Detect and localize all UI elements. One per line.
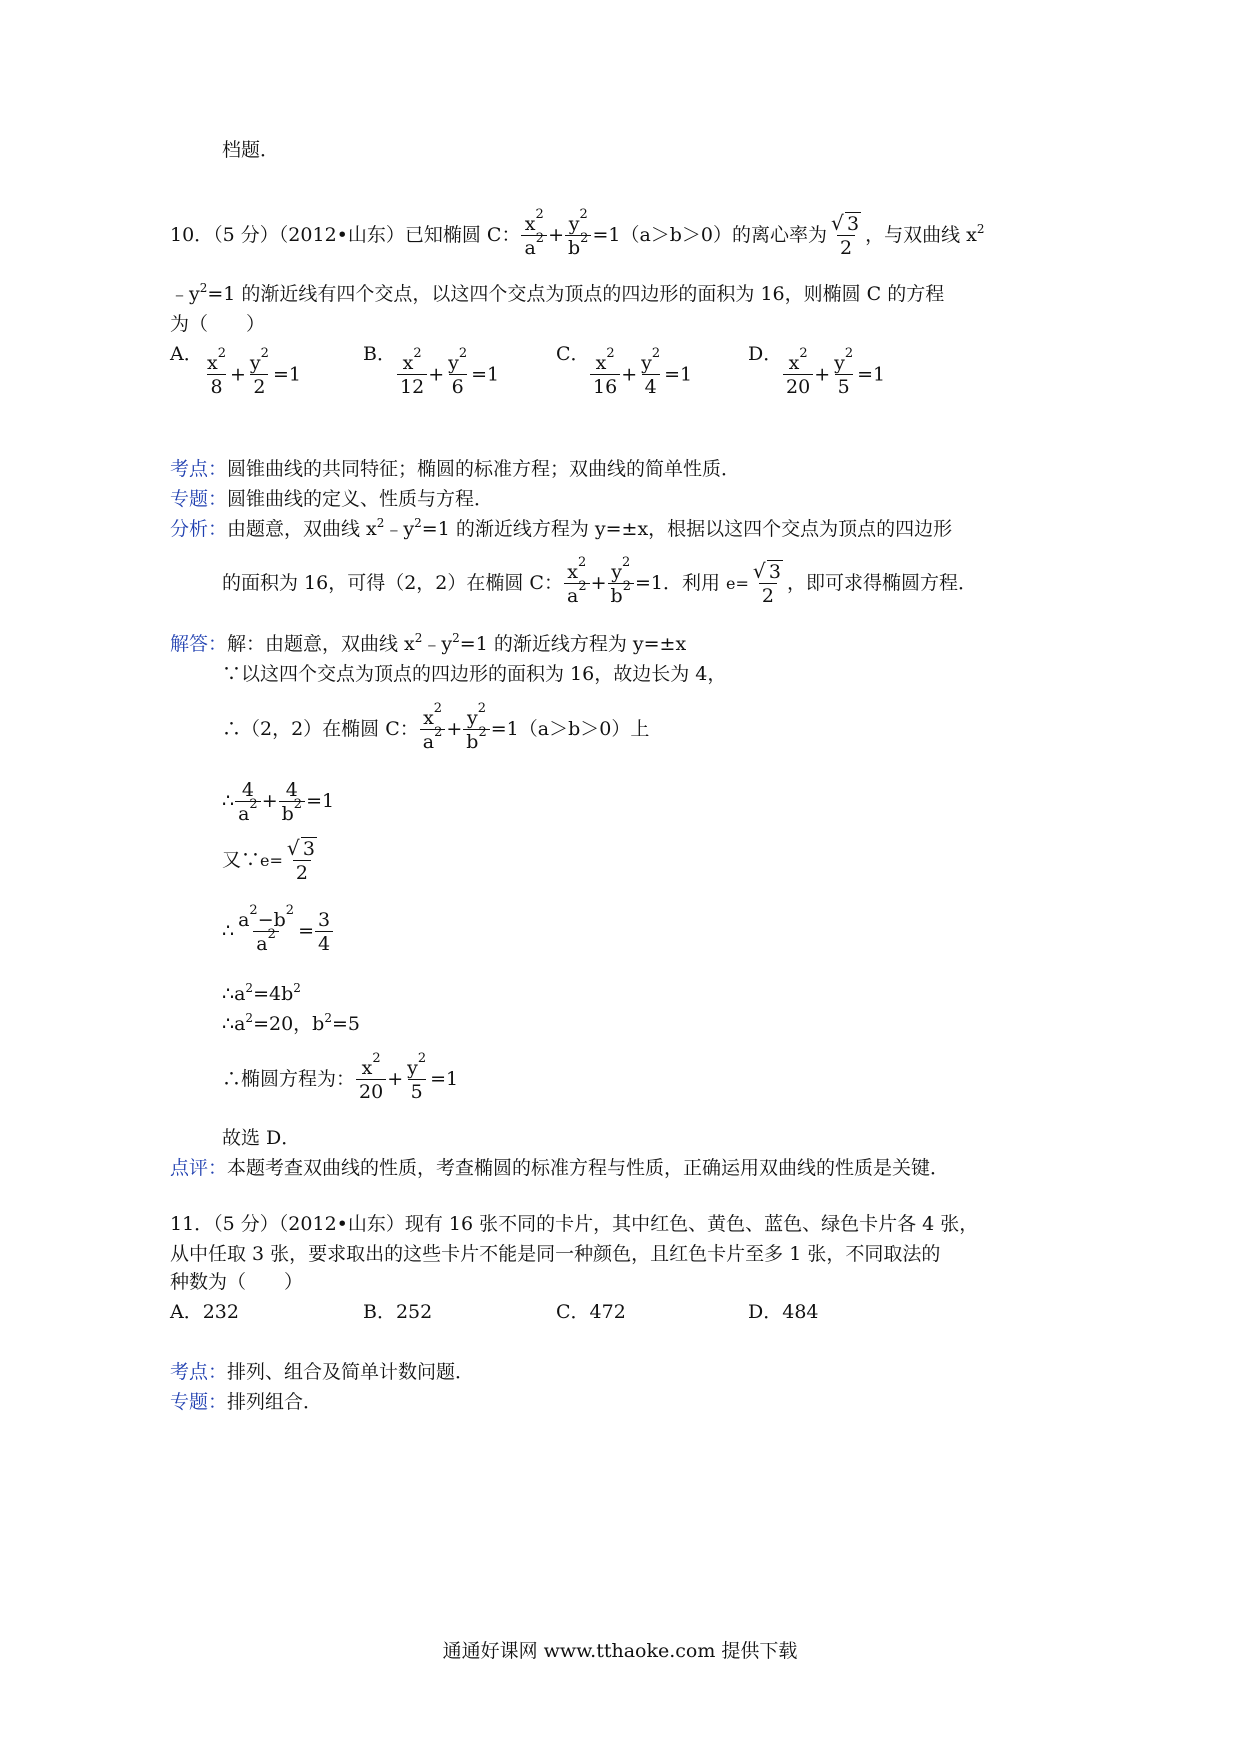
q10-jieda-line4: ∴ 4 a $^2$ + 4 b $^2$ =1 <box>222 778 335 825</box>
q10-option-c-label: C． <box>556 343 590 365</box>
kaodian-label: 考点： <box>170 1361 228 1383</box>
q11-zhuanti-text: 排列组合． <box>227 1391 323 1413</box>
q10-zhuanti-row <box>170 487 493 511</box>
q10-jieda-answer: 故选 D． <box>222 1127 301 1149</box>
q10-stem-after: ，与双曲线 x <box>865 224 977 246</box>
q10-jieda-line7: $\therefore a^2=4b^2$ <box>222 981 301 1005</box>
q10-fenxi-row: 分析：由题意，双曲线 $x^2﹣y^2=1$ 的渐近线方程为 y=±x，根据以这四个交点为顶点的四边形 <box>170 516 953 540</box>
q10-jieda-line3: ∴（2，2）在椭圆 C： x $^2$ a $^2$ + y $^2$ b $^2$ =1（a＞b＞0）上 <box>222 700 650 753</box>
jieda-label: 解答： <box>170 633 228 655</box>
fenxi-label: 分析： <box>170 518 228 540</box>
dianping-label: 点评： <box>170 1157 228 1179</box>
q10-stem-line1: 10．（5 分）（2012•山东）已知椭圆 C： x $^2$ a $^2$ + y $^2$ b $^2$ =1（a＞b＞0）的离心率为 √ 3 2 ，与双曲线 $x^2$ <box>170 206 985 259</box>
q10-jieda-row: 解答：解：由题意，双曲线 $x^2﹣y^2=1$ 的渐近线方程为 y=±x <box>170 631 687 655</box>
page-footer: 通通好课网 www.tthaoke.com 提供下载 <box>442 1640 798 1662</box>
q11-option-b: B．252 <box>363 1301 433 1323</box>
q10-stem-line3: 为（ ） <box>170 313 266 335</box>
prev-tail-text: 档题． <box>222 139 280 161</box>
q11-kaodian-text: 排列、组合及简单计数问题． <box>227 1361 475 1383</box>
kaodian-label: 考点： <box>170 458 228 480</box>
q10-zhuanti-text: 圆锥曲线的定义、性质与方程． <box>227 488 494 510</box>
q10-stem-cond: =1（a＞b＞0）的离心率为 <box>592 224 828 246</box>
zhuanti-label: 专题： <box>170 488 228 510</box>
q11-option-d: D．484 <box>748 1301 819 1323</box>
q10-option-a-equation: x $^2$ 8 + y $^2$ 2 =1 <box>207 346 301 398</box>
q10-jieda-line6: ∴ a $^2$ − b $^2$ a $^2$ = $\frac{3}{4}$ <box>222 900 334 962</box>
zhuanti-label: 专题： <box>170 1391 228 1413</box>
q10-dianping-text: 本题考查双曲线的性质，考查椭圆的标准方程与性质，正确运用双曲线的性质是关键． <box>227 1157 950 1179</box>
q11-kaodian-row <box>170 1360 474 1384</box>
q11-option-c: C．472 <box>556 1301 626 1323</box>
q10-jieda-line2: ∵以这四个交点为顶点的四边形的面积为 16，故边长为 4， <box>222 663 727 685</box>
q11-stem-line2: 从中任取 3 张，要求取出的这些卡片不能是同一种颜色，且红色卡片至多 1 张，不同取法的 <box>170 1243 941 1265</box>
fraction-sqrt3-2: √ 3 2 <box>831 211 860 259</box>
q10-option-a-label: A． <box>170 343 203 365</box>
q11-zhuanti-row <box>170 1390 322 1414</box>
q10-kaodian-row <box>170 457 740 481</box>
q10-option-d-equation: x $^2$ 20 + y $^2$ 5 =1 <box>782 352 885 399</box>
q10-stem-start: 10．（5 分）（2012•山东）已知椭圆 C： <box>170 224 521 246</box>
fraction-x2-a2: x $^2$ a $^2$ <box>521 213 547 260</box>
q11-stem-line1: 11．（5 分）（2012•山东）现有 16 张不同的卡片，其中红色、黄色、蓝色、绿色卡片各 4 张， <box>170 1213 979 1235</box>
q10-option-b-equation: x $^2$ 12 + y $^2$ 6 =1 <box>396 352 499 399</box>
q11-option-a: A．232 <box>170 1301 239 1323</box>
q10-jieda-line5: 又∵e= √ 3 2 <box>222 836 315 884</box>
fraction-y2-b2: y $^2$ b $^2$ <box>565 213 591 260</box>
q10-option-b-label: B． <box>363 343 396 365</box>
q10-fenxi-line2: 的面积为 16，可得（2，2）在椭圆 C： x $^2$ a $^2$ + y $^2$ b $^2$ =1．利用 e= √ 3 2 ，即可求得椭圆方程． <box>222 554 978 607</box>
q10-jieda-line8: $\therefore a^2=20$，$b^2=5$ <box>222 1011 360 1035</box>
q10-option-c-equation: x $^2$ 16 + y $^2$ 4 =1 <box>589 352 692 399</box>
q10-jieda-line9: ∴椭圆方程为： x $^2$ 20 + y $^2$ 5 =1 <box>222 1050 459 1103</box>
q10-kaodian-text: 圆锥曲线的共同特征；椭圆的标准方程；双曲线的简单性质． <box>227 458 741 480</box>
q10-stem-line2: $﹣y^2=1$ 的渐近线有四个交点，以这四个交点为顶点的四边形的面积为 16，则椭圆 C 的方程 <box>170 281 945 305</box>
q11-stem-line3: 种数为（ ） <box>170 1271 304 1293</box>
q10-option-d-label: D． <box>748 343 783 365</box>
q10-dianping-row <box>170 1156 949 1180</box>
